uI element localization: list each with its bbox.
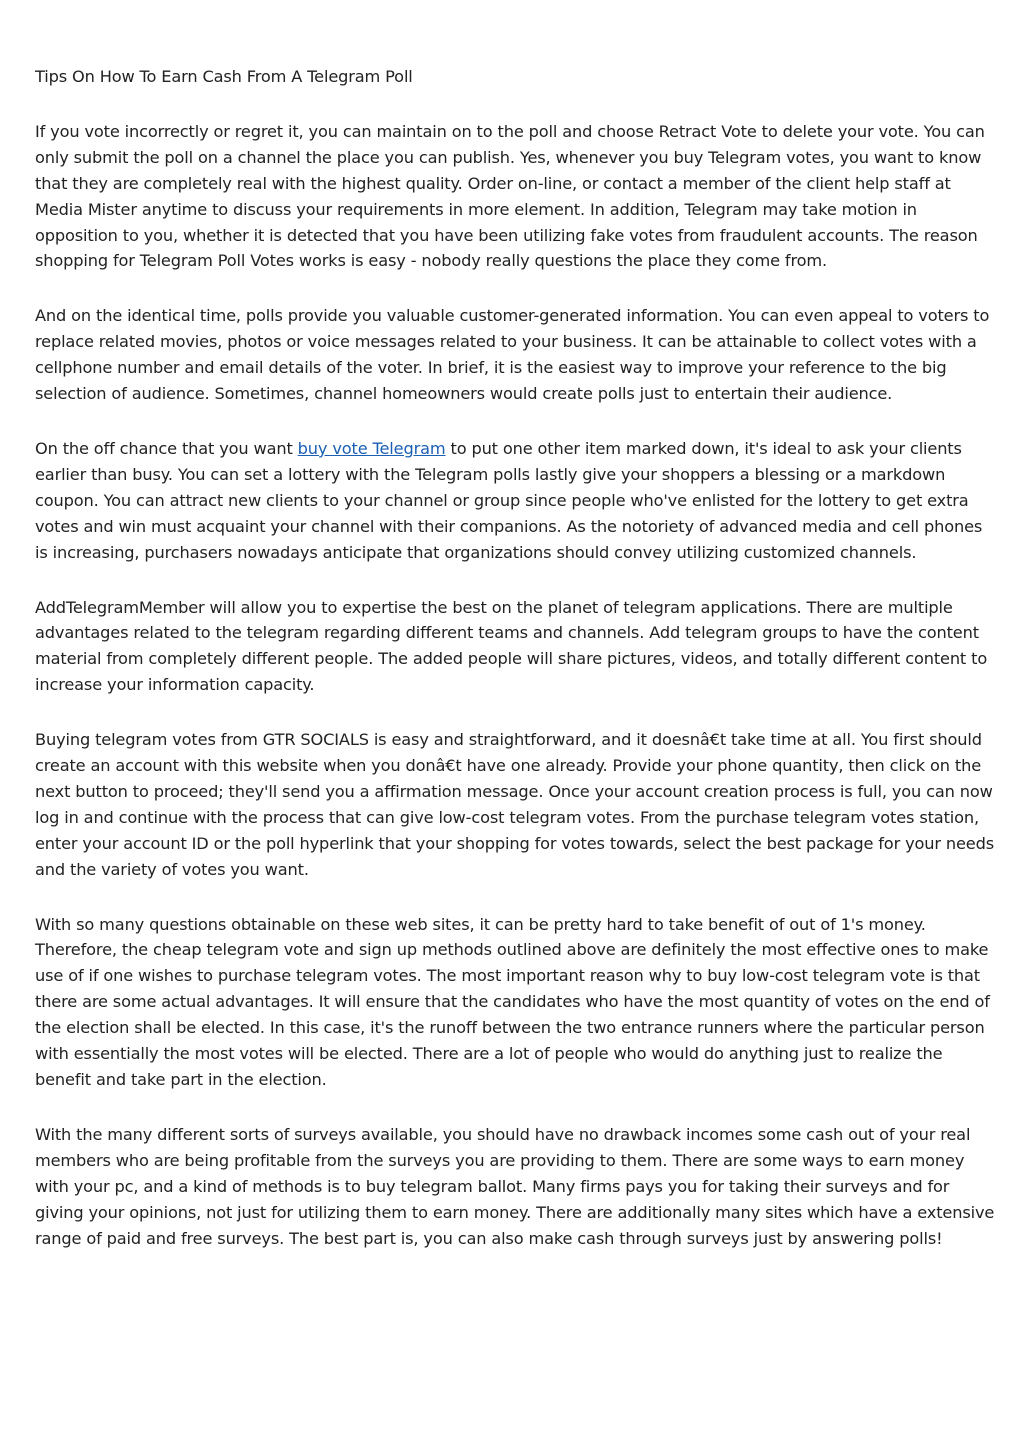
paragraph-5: Buying telegram votes from GTR SOCIALS is easy and straightforward, and it doesnâ€t take time at all. You first should create an account with this website when you donâ€t have one already. Provide your phone quantity, then click on the next button to proceed; they'll send you a affirmation message. Once your account creation process is full, you can now log in and continue with the process that can give low-cost telegram votes. From the purchase telegram votes station, enter your account ID or the poll hyperlink that your shopping for votes towards, select the best package for your needs and the variety of votes you want. [35, 730, 994, 879]
paragraph-2: And on the identical time, polls provide you valuable customer-generated information. You can even appeal to voters to replace related movies, photos or voice messages related to your business. It can be attainable to collect votes with a cellphone number and email details of the voter. In brief, it is the easiest way to improve your reference to the big selection of audience. Sometimes, channel homeowners would create polls just to entertain their audience. [35, 306, 990, 404]
buy-vote-telegram-link[interactable]: buy vote Telegram [297, 438, 446, 458]
paragraph-1: If you vote incorrectly or regret it, you can maintain on to the poll and choose Retract Vote to delete your vote. You can only submit the poll on a channel the place you can publish. Yes, whenever you buy Telegram votes, you want to know that they are completely real with the highest quality. Order on-line, or contact a member of the client help staff at Media Mister anytime to discuss your requirements in more element. In addition, Telegram may take motion in opposition to you, whether it is detected that you have been utilizing fake votes from fraudulent accounts. The reason shopping for Telegram Poll Votes works is easy - nobody really questions the place they come from. [35, 121, 985, 271]
document-body [35, 64, 995, 1280]
document-title: Tips On How To Earn Cash From A Telegram Poll [35, 67, 413, 86]
paragraph-6: With so many questions obtainable on these web sites, it can be pretty hard to take benefit of out of 1's money. Therefore, the cheap telegram vote and sign up methods outlined above are definitely the most effective ones to make use of if one wishes to purchase telegram votes. The most important reason why to buy low-cost telegram vote is that there are some actual advantages. It will ensure that the candidates who have the most quantity of votes on the end of the election shall be elected. In this case, it's the runoff between the two entrance runners where the particular person with essentially the most votes will be elected. There are a lot of people who would do anything just to realize the benefit and take part in the election. [35, 914, 990, 1089]
paragraph-7: With the many different sorts of surveys available, you should have no drawback incomes some cash out of your real members who are being profitable from the surveys you are providing to them. There are some ways to earn money with your pc, and a kind of methods is to buy telegram ballot. Many firms pays you for taking their surveys and for giving your opinions, not just for utilizing them to earn money. There are additionally many sites which have a extensive range of paid and free surveys. The best part is, you can also make cash through surveys just by answering polls! [35, 1124, 995, 1248]
paragraph-3-before-link: On the off chance that you want [35, 438, 298, 458]
paragraph-3-after-link: to put one other item marked down, it's ideal to ask your clients earlier than busy. You can set a lottery with the Telegram polls lastly give your shoppers a blessing or a markdown coupon. You can attract new clients to your channel or group since people who've enlisted for the lottery to get extra votes and win must acquaint your channel with their companions. As the notoriety of advanced media and cell phones is increasing, purchasers nowadays anticipate that organizations should convey utilizing customized channels. [35, 438, 983, 562]
paragraph-4: AddTelegramMember will allow you to expertise the best on the planet of telegram applications. There are multiple advantages related to the telegram regarding different teams and channels. Add telegram groups to have the content material from completely different people. The added people will share pictures, videos, and totally different content to increase your information capacity. [35, 597, 988, 695]
paragraph-3 [35, 436, 995, 566]
